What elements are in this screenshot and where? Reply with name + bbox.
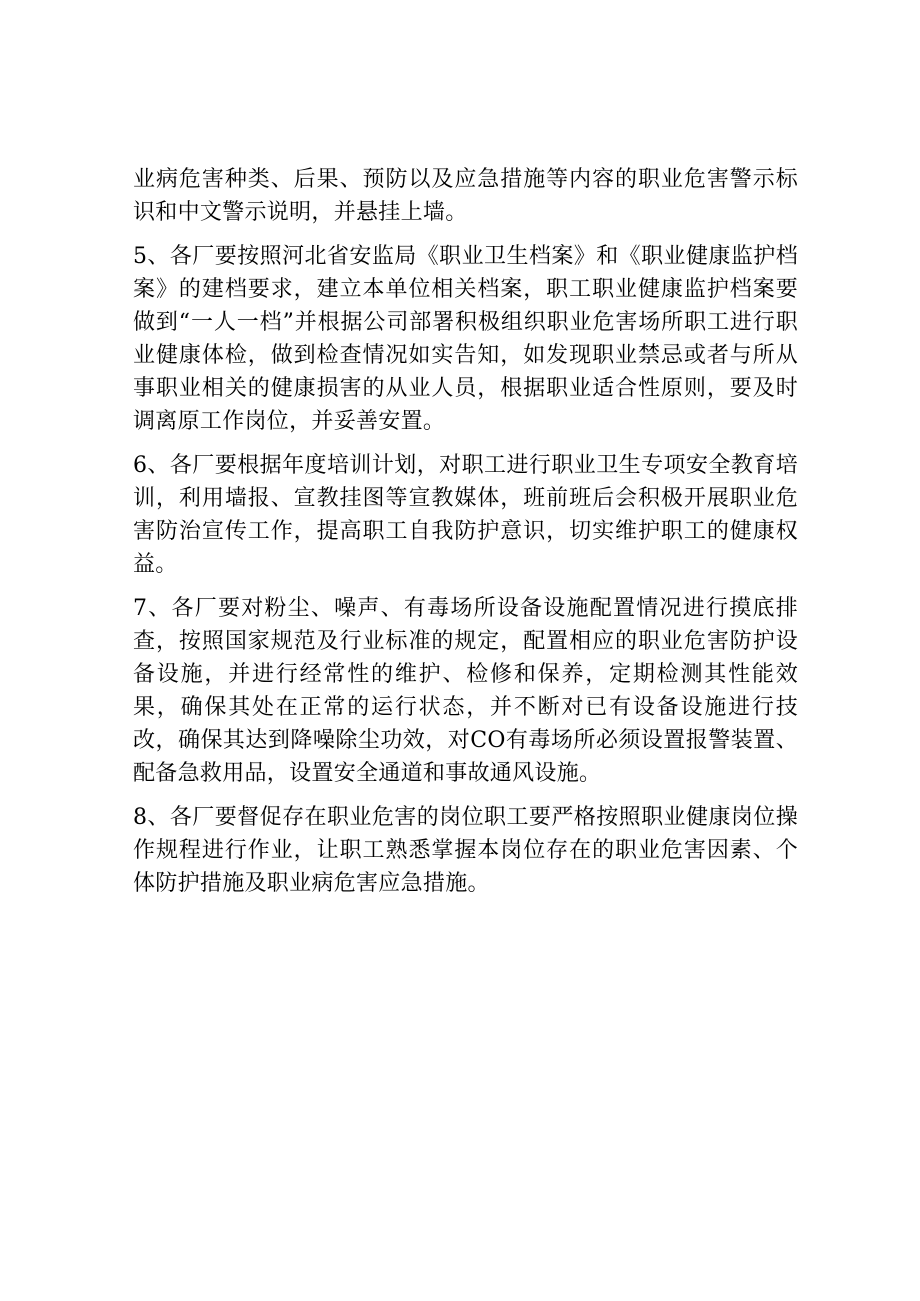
paragraph-continuation: 业病危害种类、后果、预防以及应急措施等内容的职业危害警示标识和中文警示说明，并悬挂上墙。 <box>133 167 798 225</box>
paragraph-item-5: 5、各厂要按照河北省安监局《职业卫生档案》和《职业健康监护档案》的建档要求，建立本单位相关档案，职工职业健康监护档案要做到“一人一档”并根据公司部署积极组织职业危害场所职工进行职业健康体检，做到检查情况如实告知，如发现职业禁忌或者与所从事职业相关的健康损害的从业人员，根据职业适合性原则，要及时调离原工作岗位，并妥善安置。 <box>133 244 798 434</box>
paragraph-item-7: 7、各厂要对粉尘、噪声、有毒场所设备设施配置情况进行摸底排查，按照国家规范及行业标准的规定，配置相应的职业危害防护设备设施，并进行经常性的维护、检修和保养，定期检测其性能效果，确保其处在正常的运行状态，并不断对已有设备设施进行技改，确保其达到降噪除尘功效，对CO有毒场所必须设置报警装置、配备急救用品，设置安全通道和事故通风设施。 <box>133 596 798 786</box>
paragraph-item-8: 8、各厂要督促存在职业危害的岗位职工要严格按照职业健康岗位操作规程进行作业，让职工熟悉掌握本岗位存在的职业危害因素、个体防护措施及职业病危害应急措施。 <box>133 805 798 896</box>
paragraph-item-6: 6、各厂要根据年度培训计划，对职工进行职业卫生专项安全教育培训，利用墙报、宣教挂图等宣教媒体，班前班后会积极开展职业危害防治宣传工作，提高职工自我防护意识，切实维护职工的健康权益。 <box>133 453 798 577</box>
document-body <box>133 163 798 911</box>
